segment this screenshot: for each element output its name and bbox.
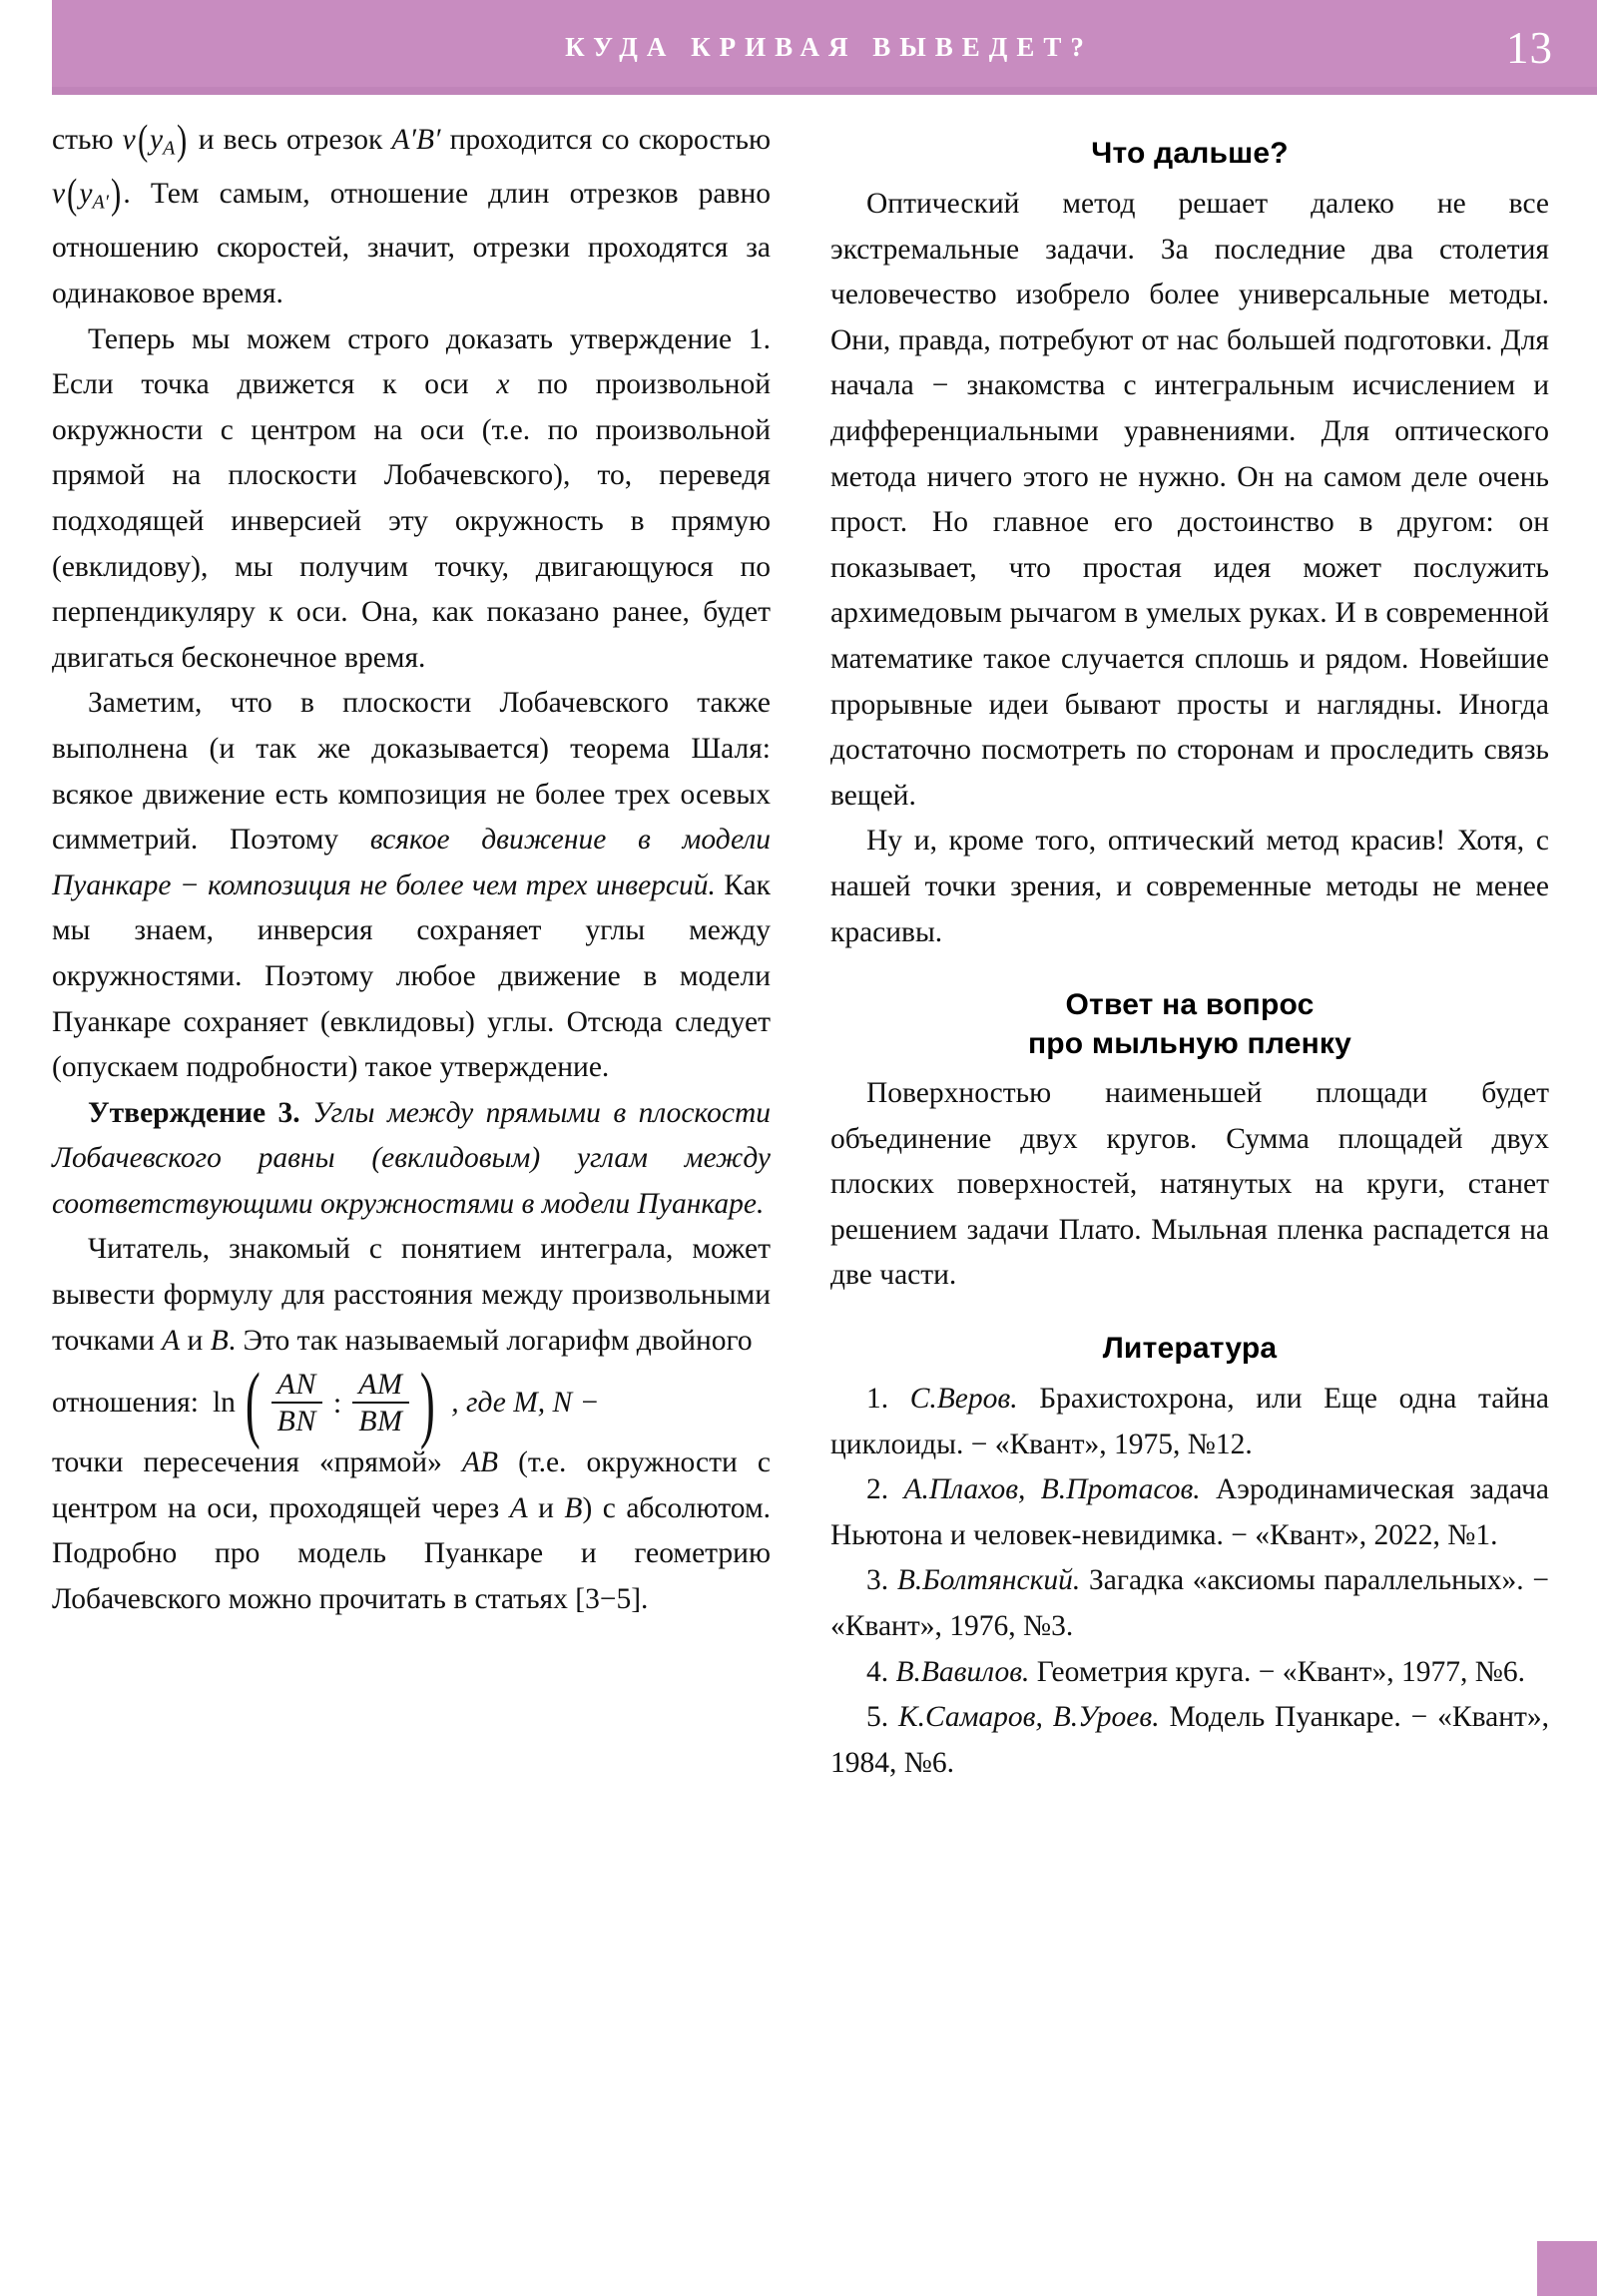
running-header-band xyxy=(52,0,1597,95)
formula-fraction-2 xyxy=(352,1370,408,1436)
bib-5-number: 5. xyxy=(866,1701,889,1734)
heading-spacer-top xyxy=(830,955,1549,969)
paragraph-chasles-theorem xyxy=(52,681,771,1090)
formula-close-paren: ) xyxy=(419,1355,435,1451)
statement-3-label: Утверждение 3. xyxy=(88,1096,300,1129)
bibliography-entry xyxy=(830,1558,1549,1649)
formula-fraction-1 xyxy=(271,1370,322,1436)
page-body xyxy=(52,118,1549,1786)
para5-seg2: (т.е. окружности с центром на оси, проходящей через xyxy=(52,1446,771,1524)
bib-1-number: 1. xyxy=(866,1383,889,1416)
heading-what-next: Что дальше? xyxy=(1091,137,1289,170)
formula-frac2-numerator: AM xyxy=(358,1368,403,1402)
bibliography-entry xyxy=(830,1650,1549,1696)
paragraph-beauty-remark: Ну и, кроме того, оптический метод красив! Хотя, с нашей точки зрения, и современные методы не менее красивы. xyxy=(830,825,1549,948)
bibliography-entry xyxy=(830,1377,1549,1467)
running-title: КУДА КРИВАЯ ВЫВЕДЕТ? xyxy=(565,32,1093,62)
bib-1-authors: С.Веров. xyxy=(909,1383,1018,1416)
bib-4-authors: В.Вавилов. xyxy=(895,1655,1030,1688)
paragraph-statement1-proof xyxy=(52,317,771,682)
statement-3-text: Углы между прямыми в плоскости Лобачевского равны (евклидовым) углам между соответствующими окружностями в модели Пуанкаре. xyxy=(52,1096,771,1220)
formula-lead-text: отношения: xyxy=(52,1387,199,1419)
para1-seg4: . Тем самым, отношение длин отрезков равно отношению скоростей, значит, отрезки проходятся за одинаковое время. xyxy=(52,178,771,309)
para5-seg3: ) с абсолютом. Подробно про модель Пуанкаре и геометрию Лобачевского можно прочитать в статьях [3−5]. xyxy=(52,1491,771,1616)
statement-3 xyxy=(52,1091,771,1228)
page-number: 13 xyxy=(1506,22,1553,73)
left-column xyxy=(52,118,771,1786)
formula-frac2-denominator: BM xyxy=(352,1402,408,1436)
para4-point-b: B xyxy=(210,1324,229,1357)
corner-color-mark xyxy=(1537,2241,1597,2296)
heading-soap-film-line-2: про мыльную пленку xyxy=(1027,1027,1352,1061)
heading-soap-film-answer xyxy=(830,985,1549,1063)
para1-y2: y xyxy=(79,178,93,211)
paragraph-soap-film-answer: Поверхностью наименьшей площади будет объединение двух кругов. Сумма площадей двух плоских поверхностей, натянутых на круги, станет решением задачи Плато. Мыльная пленка распадется на две части. xyxy=(830,1077,1549,1292)
paragraph-cross-ratio-explanation xyxy=(52,1440,771,1622)
bibliography-entry xyxy=(830,1467,1549,1558)
para4-seg1: Читатель, знакомый с понятием интеграла, может вывести формулу для расстояния между произвольными точками xyxy=(52,1233,771,1357)
para1-v2: v xyxy=(52,178,66,211)
paragraph-continuation: стью $v(y_A)$ и весь отрезок A′B′ проходится со скоростью $v(y_{A'})$. Тем самым, отношение длин отрезков равно отношению скоростей, значит, отрезки проходятся за одинаковое время. xyxy=(52,117,771,309)
para1-segment-ab: A′B′ xyxy=(391,124,441,156)
bibliography-entry xyxy=(830,1695,1549,1786)
para4-point-a: A xyxy=(162,1324,181,1357)
para1-v1: v xyxy=(122,124,136,156)
bib-2-authors: А.Плахов, В.Протасов. xyxy=(903,1473,1201,1506)
bib-3-authors: В.Болтянский. xyxy=(896,1564,1081,1597)
para2-seg1: Теперь мы можем строго доказать утверждение 1. Если точка движется к оси xyxy=(52,322,771,401)
bib-2-title: Аэродинамическая задача Ньютона и человек-невидимка. − «Квант», 2022, №1. xyxy=(830,1473,1549,1551)
bib-3-number: 3. xyxy=(866,1564,889,1597)
para1-sub1: A xyxy=(163,137,176,160)
para2-seg2: по произвольной окружности с центром на оси (т.е. по произвольной прямой на плоскости Лобачевского), то, переведя подходящей инверсией эту окружность в прямую (евклидову), мы получим точку, двигающуюся по перпендикуляру к оси. Она, как показано ранее, будет двигаться бесконечное время. xyxy=(52,368,771,674)
bib-1-title: Брахистохрона, или Еще одна тайна циклоиды. − «Квант», 1975, №12. xyxy=(830,1383,1549,1460)
heading-bibliography: Литература xyxy=(1102,1332,1278,1366)
bib-2-number: 2. xyxy=(866,1473,889,1506)
para1-seg2: и весь отрезок xyxy=(189,124,392,156)
bib-3-title: Загадка «аксиомы параллельных». − «Квант», 1976, №3. xyxy=(830,1564,1550,1643)
formula-ratio-colon: : xyxy=(332,1386,342,1420)
para3-seg2: Как мы знаем, инверсия сохраняет углы между окружностями. Поэтому любое движение в модели Пуанкаре сохраняет (евклидовы) углы. Отсюда следует (опускаем подробности) такое утверждение. xyxy=(52,868,771,1084)
paragraph-cross-ratio-intro xyxy=(52,1227,771,1364)
para5-point-a: A xyxy=(509,1491,528,1524)
bib-5-title: Модель Пуанкаре. − «Квант», 1984, №6. xyxy=(830,1701,1550,1779)
para1-y1: y xyxy=(149,124,164,156)
para5-line-ab: AB xyxy=(461,1446,498,1479)
heading-soap-film-line-1: Ответ на вопрос xyxy=(1065,988,1315,1022)
bib-4-title: Геометрия круга. − «Квант», 1977, №6. xyxy=(1029,1655,1525,1688)
bib-5-authors: К.Самаров, В.Уроев. xyxy=(898,1701,1160,1734)
para5-point-b: B xyxy=(564,1491,583,1524)
para1-sub2: A′ xyxy=(92,191,110,214)
para3-seg1: Заметим, что в плоскости Лобачевского также выполнена (и так же доказывается) теорема Шаля: всякое движение есть композиция не более трех осевых симметрий. Поэтому xyxy=(52,687,771,857)
bibliography-spacer xyxy=(830,1299,1549,1313)
para5-seg1: точки пересечения «прямой» xyxy=(52,1446,462,1479)
para5-and: и xyxy=(527,1491,565,1524)
formula-ln-label: ln xyxy=(212,1387,236,1419)
para1-seg1: стью xyxy=(52,124,123,156)
para2-axis-x: x xyxy=(496,368,510,401)
para1-seg3: проходится со скоростью xyxy=(440,124,771,156)
paragraph-optical-method: Оптический метод решает далеко не все экстремальные задачи. За последние два столетия человечество изобрело более универсальные методы. Они, правда, потребуют от нас большей подготовки. Для начала − знакомства с интегральным исчислением и дифференциальными уравнениями. Для оптического метода ничего этого не нужно. Он на самом деле очень прост. Но главное его достоинство в другом: он показывает, что простая идея может послужить архимедовым рычагом в умелых руках. И в современной математике такое случается сплошь и рядом. Новейшие прорывные идеи бывают просты и наглядны. Иногда достаточно посмотреть по сторонам и проследить связь вещей. xyxy=(830,188,1549,812)
formula-tail-text: , где M, N − xyxy=(451,1387,600,1419)
right-column xyxy=(830,118,1549,1786)
cross-ratio-formula xyxy=(52,1355,771,1451)
para3-italic-claim: всякое движение в модели Пуанкаре − композиция не более чем трех инверсий. xyxy=(52,824,771,901)
formula-open-paren: ( xyxy=(245,1355,261,1451)
para4-seg2: . Это так называемый логарифм двойного xyxy=(228,1324,753,1357)
para4-and: и xyxy=(180,1324,211,1357)
formula-frac1-denominator: BN xyxy=(271,1402,322,1436)
bib-4-number: 4. xyxy=(866,1655,889,1688)
formula-frac1-numerator: AN xyxy=(276,1368,316,1402)
